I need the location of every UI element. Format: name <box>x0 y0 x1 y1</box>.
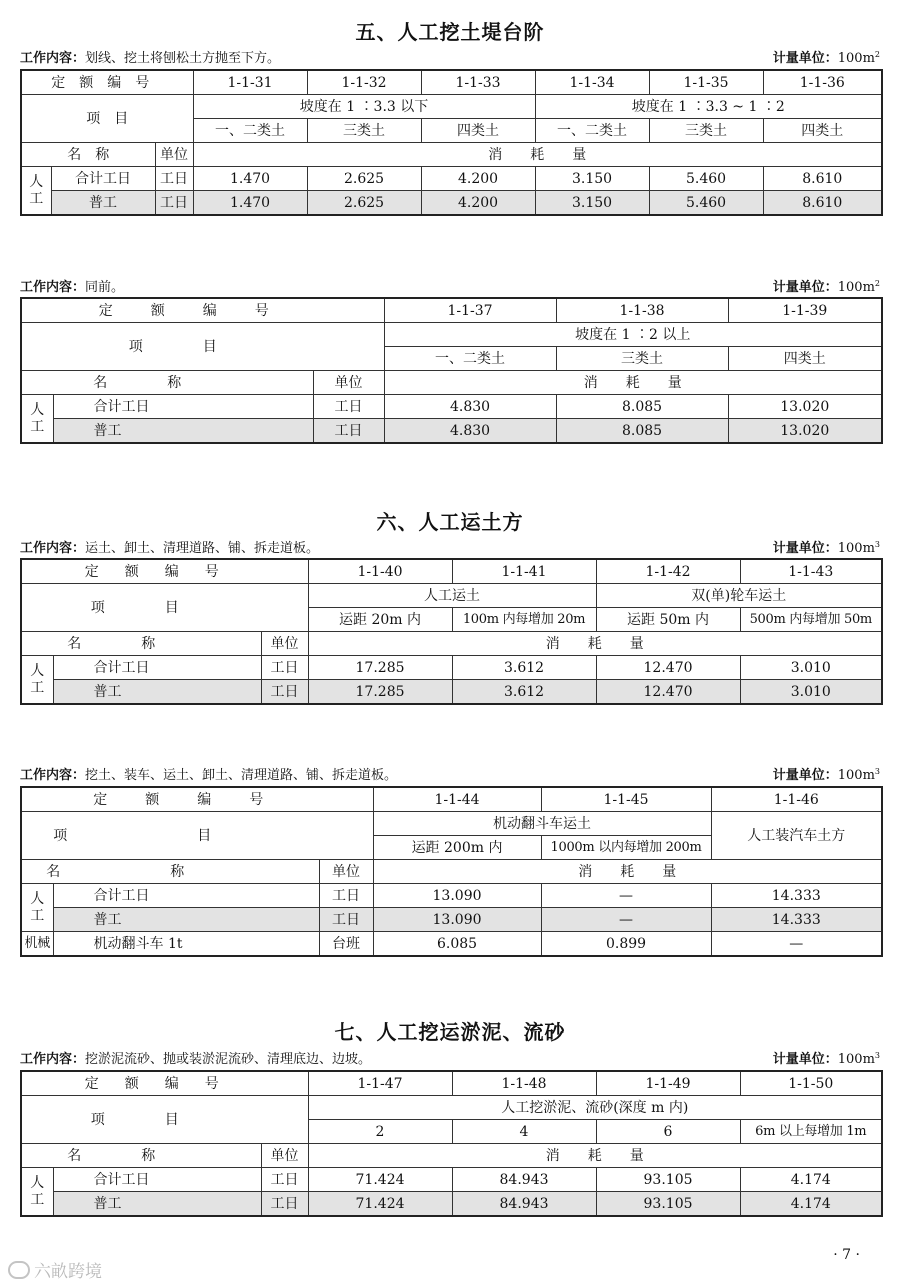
sub-header: 一、二类土 <box>193 119 307 143</box>
work-content-line <box>20 767 880 785</box>
measure-unit-value: 100m <box>837 768 875 783</box>
table-cell: 14.333 <box>711 908 882 932</box>
watermark-logo-icon <box>8 1261 30 1279</box>
row-unit: 工日 <box>319 884 373 908</box>
table-cell: 8.085 <box>556 419 728 444</box>
quota-code: 1-1-32 <box>307 70 421 95</box>
row-unit: 工日 <box>313 419 384 444</box>
group-header: 人工装汽车土方 <box>711 812 882 860</box>
item-label: 项目 <box>21 584 308 632</box>
measure-unit-value: 100m <box>837 51 875 66</box>
table-cell: 4.830 <box>384 419 556 444</box>
unit-column-label: 单位 <box>155 143 193 167</box>
quota-code: 1-1-44 <box>373 787 541 812</box>
sub-header: 2 <box>308 1120 452 1144</box>
row-name: 普工 <box>51 191 155 216</box>
sub-header: 1000m 以内每增加 200m <box>541 836 711 860</box>
quota-code: 1-1-49 <box>596 1071 740 1096</box>
table-cell: 1.470 <box>193 167 307 191</box>
work-content-line <box>20 279 880 297</box>
sub-header: 三类土 <box>556 347 728 371</box>
work-content-label: 工作内容： <box>20 51 86 66</box>
work-content-line <box>20 1051 880 1069</box>
table-cell: 0.899 <box>541 932 711 957</box>
table-cell: 17.285 <box>308 656 452 680</box>
sub-header: 一、二类土 <box>384 347 556 371</box>
unit-column-label: 单位 <box>261 632 308 656</box>
table-cell: 84.943 <box>452 1192 596 1217</box>
row-name: 机动翻斗车 1t <box>53 932 319 957</box>
row-unit: 工日 <box>261 1192 308 1217</box>
group-header: 坡度在 1 ∶3.3 ~ 1 ∶2 <box>535 95 882 119</box>
measure-unit-value: 100m <box>837 280 875 295</box>
measure-unit-exponent: 3 <box>874 767 880 776</box>
row-unit: 台班 <box>319 932 373 957</box>
row-name: 普工 <box>53 419 313 444</box>
measure-unit-value: 100m <box>837 1052 875 1067</box>
unit-column-label: 单位 <box>261 1144 308 1168</box>
table-cell: — <box>541 908 711 932</box>
measure-unit-label: 计量单位： <box>772 541 838 556</box>
consumption-label: 消 耗 量 <box>308 632 882 656</box>
section-title-7: 七、人工挖运淤泥、流砂 <box>334 1020 566 1044</box>
quota-code: 1-1-36 <box>763 70 882 95</box>
work-content-text: 同前。 <box>85 280 125 295</box>
group-header: 人工挖淤泥、流砂(深度 m 内) <box>308 1096 882 1120</box>
measure-unit-label: 计量单位： <box>772 1052 838 1067</box>
row-name: 合计工日 <box>53 656 261 680</box>
measure-unit-value: 100m <box>837 541 875 556</box>
table-cell: 13.090 <box>373 884 541 908</box>
work-content-label: 工作内容： <box>20 280 86 295</box>
table-cell: 3.150 <box>535 167 649 191</box>
category-label: 机械 <box>21 932 53 957</box>
page-number: · 7 · <box>833 1247 860 1263</box>
category-label: 人 工 <box>21 656 53 705</box>
quota-code: 1-1-38 <box>556 298 728 323</box>
quota-table-1 <box>20 69 883 216</box>
sub-header: 6 <box>596 1120 740 1144</box>
sub-header: 6m 以上每增加 1m <box>740 1120 882 1144</box>
table-cell: 3.010 <box>740 680 882 705</box>
work-content-label: 工作内容： <box>20 768 86 783</box>
row-unit: 工日 <box>155 191 193 216</box>
quota-code-label: 定额编号 <box>21 70 193 95</box>
quota-table-4 <box>20 786 883 957</box>
row-unit: 工日 <box>261 656 308 680</box>
sub-header: 四类土 <box>728 347 882 371</box>
quota-code: 1-1-41 <box>452 559 596 584</box>
table-cell: 71.424 <box>308 1168 452 1192</box>
item-label: 项目 <box>21 1096 308 1144</box>
measure-unit-label: 计量单位： <box>772 280 838 295</box>
table-cell: 5.460 <box>649 167 763 191</box>
consumption-label: 消 耗 量 <box>308 1144 882 1168</box>
work-content-line <box>20 540 880 558</box>
consumption-label: 消 耗 量 <box>384 371 882 395</box>
sub-header: 100m 内每增加 20m <box>452 608 596 632</box>
measure-unit <box>773 50 880 68</box>
row-name: 普工 <box>53 1192 261 1217</box>
watermark-text: 六畝跨境 <box>34 1262 102 1282</box>
sub-header: 三类土 <box>649 119 763 143</box>
row-name: 合计工日 <box>53 395 313 419</box>
quota-code-label: 定额编号 <box>21 559 308 584</box>
measure-unit-label: 计量单位： <box>772 51 838 66</box>
table-cell: 4.200 <box>421 167 535 191</box>
name-label: 名称 <box>21 632 261 656</box>
table-cell: 4.174 <box>740 1192 882 1217</box>
category-label: 人 工 <box>21 1168 53 1217</box>
quota-code: 1-1-37 <box>384 298 556 323</box>
section-title-6: 六、人工运土方 <box>376 510 524 534</box>
row-unit: 工日 <box>261 680 308 705</box>
quota-code: 1-1-50 <box>740 1071 882 1096</box>
sub-header: 四类土 <box>421 119 535 143</box>
work-content-label: 工作内容： <box>20 541 86 556</box>
group-header: 坡度在 1 ∶3.3 以下 <box>193 95 535 119</box>
measure-unit-label: 计量单位： <box>772 768 838 783</box>
name-label: 名 称 <box>21 143 155 167</box>
name-label: 名称 <box>21 1144 261 1168</box>
table-cell: 3.010 <box>740 656 882 680</box>
table-cell: 4.174 <box>740 1168 882 1192</box>
quota-table-5 <box>20 1070 883 1217</box>
measure-unit <box>773 540 880 558</box>
row-unit: 工日 <box>313 395 384 419</box>
sub-header: 运距 50m 内 <box>596 608 740 632</box>
quota-code: 1-1-31 <box>193 70 307 95</box>
table-cell: 14.333 <box>711 884 882 908</box>
group-header: 人工运土 <box>308 584 596 608</box>
sub-header: 运距 20m 内 <box>308 608 452 632</box>
table-cell: 71.424 <box>308 1192 452 1217</box>
name-label: 名称 <box>21 371 313 395</box>
table-cell: 2.625 <box>307 191 421 216</box>
sub-header: 运距 200m 内 <box>373 836 541 860</box>
table-cell: — <box>541 884 711 908</box>
category-label: 人 工 <box>21 167 51 216</box>
item-label: 项 目 <box>21 95 193 143</box>
table-cell: 8.085 <box>556 395 728 419</box>
section-title-5: 五、人工挖土堤台阶 <box>355 20 545 44</box>
table-cell: 8.610 <box>763 191 882 216</box>
measure-unit-exponent: 2 <box>874 279 880 288</box>
category-label: 人 工 <box>21 884 53 932</box>
table-cell: 2.625 <box>307 167 421 191</box>
table-cell: 6.085 <box>373 932 541 957</box>
category-label: 人 工 <box>21 395 53 444</box>
quota-code: 1-1-35 <box>649 70 763 95</box>
quota-code-label: 定额编号 <box>21 1071 308 1096</box>
table-cell: 13.020 <box>728 395 882 419</box>
measure-unit <box>773 767 880 785</box>
measure-unit-exponent: 3 <box>874 1051 880 1060</box>
table-cell: 3.612 <box>452 680 596 705</box>
quota-table-2 <box>20 297 883 444</box>
quota-code: 1-1-45 <box>541 787 711 812</box>
quota-code: 1-1-43 <box>740 559 882 584</box>
table-cell: 1.470 <box>193 191 307 216</box>
row-name: 合计工日 <box>53 884 319 908</box>
group-header: 机动翻斗车运土 <box>373 812 711 836</box>
unit-column-label: 单位 <box>319 860 373 884</box>
work-content-line <box>20 50 880 68</box>
work-content-text: 划线、挖土将刨松土方抛至下方。 <box>85 51 281 66</box>
sub-header: 500m 内每增加 50m <box>740 608 882 632</box>
table-cell: 3.150 <box>535 191 649 216</box>
row-unit: 工日 <box>319 908 373 932</box>
table-cell: 93.105 <box>596 1192 740 1217</box>
item-label: 项目 <box>21 812 373 860</box>
row-name: 合计工日 <box>51 167 155 191</box>
table-cell: 13.020 <box>728 419 882 444</box>
quota-code-label: 定额编号 <box>21 298 384 323</box>
sub-header: 三类土 <box>307 119 421 143</box>
sub-header: 4 <box>452 1120 596 1144</box>
consumption-label: 消 耗 量 <box>373 860 882 884</box>
quota-code: 1-1-47 <box>308 1071 452 1096</box>
quota-code: 1-1-48 <box>452 1071 596 1096</box>
quota-code: 1-1-39 <box>728 298 882 323</box>
measure-unit-exponent: 2 <box>874 50 880 59</box>
table-cell: 84.943 <box>452 1168 596 1192</box>
work-content-label: 工作内容： <box>20 1052 86 1067</box>
quota-code: 1-1-33 <box>421 70 535 95</box>
sub-header: 一、二类土 <box>535 119 649 143</box>
row-name: 普工 <box>53 908 319 932</box>
quota-code-label: 定额编号 <box>21 787 373 812</box>
table-cell: 5.460 <box>649 191 763 216</box>
sub-header: 四类土 <box>763 119 882 143</box>
work-content-text: 挖土、装车、运土、卸土、清理道路、铺、拆走道板。 <box>85 768 398 783</box>
group-header: 坡度在 1 ∶2 以上 <box>384 323 882 347</box>
table-cell: 4.200 <box>421 191 535 216</box>
quota-code: 1-1-46 <box>711 787 882 812</box>
row-name: 普工 <box>53 680 261 705</box>
quota-table-3 <box>20 558 883 705</box>
table-cell: 12.470 <box>596 656 740 680</box>
measure-unit <box>773 1051 880 1069</box>
quota-code: 1-1-34 <box>535 70 649 95</box>
table-cell: 3.612 <box>452 656 596 680</box>
table-cell: 93.105 <box>596 1168 740 1192</box>
work-content-text: 挖淤泥流砂、抛或装淤泥流砂、清理底边、边坡。 <box>85 1052 372 1067</box>
consumption-label: 消 耗 量 <box>193 143 882 167</box>
quota-code: 1-1-42 <box>596 559 740 584</box>
table-cell: 12.470 <box>596 680 740 705</box>
measure-unit <box>773 279 880 297</box>
table-cell: 13.090 <box>373 908 541 932</box>
group-header: 双(单)轮车运土 <box>596 584 882 608</box>
row-name: 合计工日 <box>53 1168 261 1192</box>
table-cell: 8.610 <box>763 167 882 191</box>
table-cell: 17.285 <box>308 680 452 705</box>
quota-code: 1-1-40 <box>308 559 452 584</box>
watermark <box>8 1257 102 1282</box>
name-label: 名称 <box>21 860 319 884</box>
row-unit: 工日 <box>155 167 193 191</box>
measure-unit-exponent: 3 <box>874 540 880 549</box>
item-label: 项目 <box>21 323 384 371</box>
table-cell: 4.830 <box>384 395 556 419</box>
table-cell: — <box>711 932 882 957</box>
row-unit: 工日 <box>261 1168 308 1192</box>
work-content-text: 运土、卸土、清理道路、铺、拆走道板。 <box>85 541 320 556</box>
unit-column-label: 单位 <box>313 371 384 395</box>
